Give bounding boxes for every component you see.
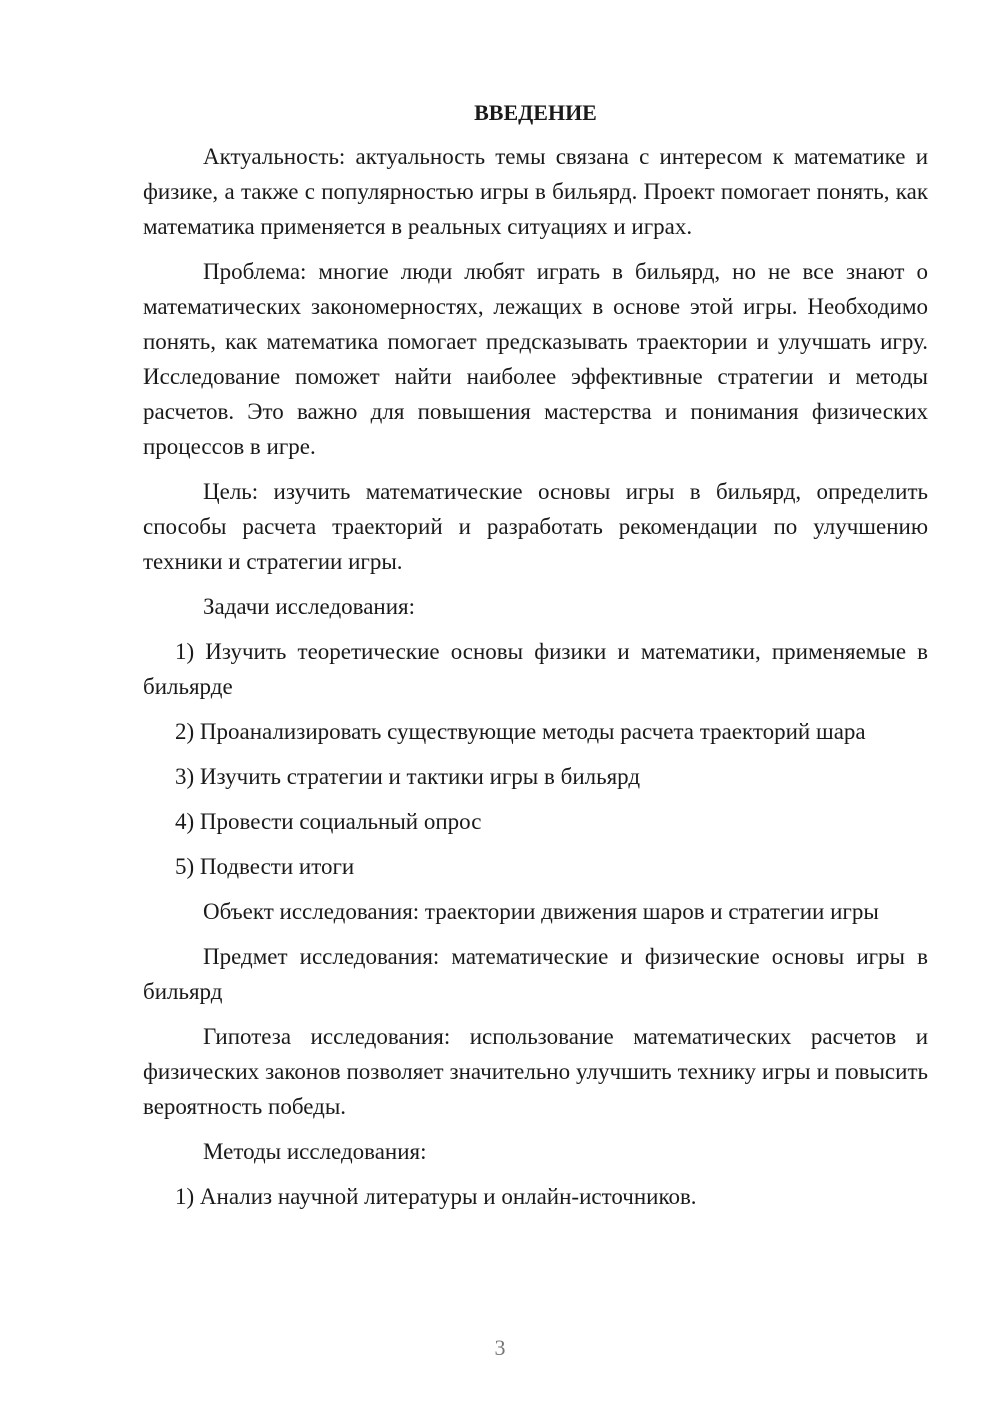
- relevance-paragraph: Актуальность: актуальность темы связана с интересом к математике и физике, а также с популярностью игры в бильярд. Проект помогает понять, как математика применяется в реальных ситуациях и играх.: [143, 144, 928, 239]
- task-item: 5) Подвести итоги: [175, 854, 355, 879]
- task-item: 3) Изучить стратегии и тактики игры в бильярд: [175, 764, 641, 789]
- goal-paragraph: Цель: изучить математические основы игры в бильярд, определить способы расчета траекторий и разработать рекомендации по улучшению техники и стратегии игры.: [143, 479, 928, 574]
- tasks-heading: Задачи исследования:: [203, 594, 416, 619]
- page-content: [143, 98, 928, 1224]
- task-item: 1) Изучить теоретические основы физики и математики, применяемые в бильярде: [143, 639, 928, 699]
- hypothesis-paragraph: Гипотеза исследования: использование математических расчетов и физических законов позволяет значительно улучшить технику игры и повысить вероятность победы.: [143, 1024, 928, 1119]
- task-item: 2) Проанализировать существующие методы расчета траекторий шара: [175, 719, 866, 744]
- method-item: 1) Анализ научной литературы и онлайн-источников.: [175, 1184, 697, 1209]
- subject-paragraph: Предмет исследования: математические и физические основы игры в бильярд: [143, 944, 928, 1004]
- page-title: ВВЕДЕНИЕ: [474, 100, 597, 125]
- methods-heading: Методы исследования:: [203, 1139, 427, 1164]
- problem-paragraph: Проблема: многие люди любят играть в бильярд, но не все знают о математических закономерностях, лежащих в основе этой игры. Необходимо понять, как математика помогает предсказывать траектории и улучшать игру. Исследование поможет найти наиболее эффективные стратегии и методы расчетов. Это важно для повышения мастерства и понимания физических процессов в игре.: [143, 259, 928, 459]
- page-number: 3: [494, 1335, 506, 1360]
- object-paragraph: Объект исследования: траектории движения шаров и стратегии игры: [203, 899, 879, 924]
- task-item: 4) Провести социальный опрос: [175, 809, 482, 834]
